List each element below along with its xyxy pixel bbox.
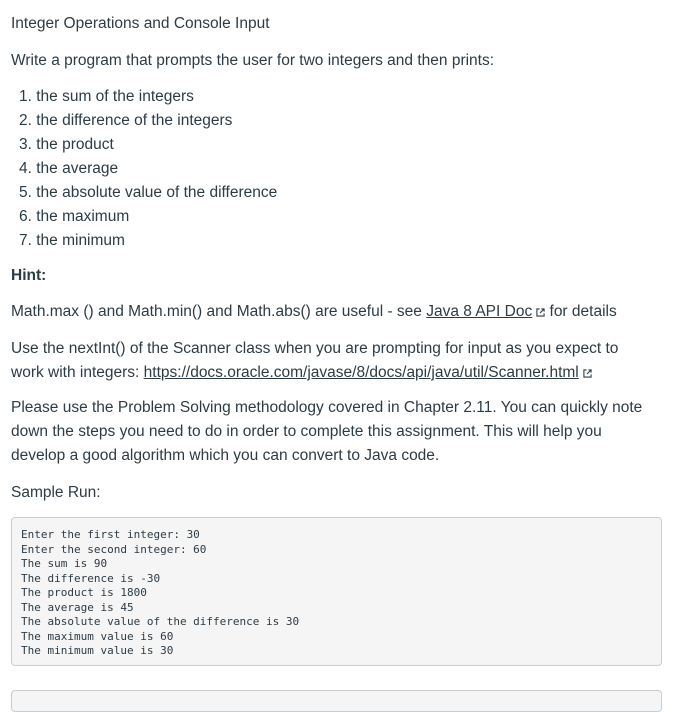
list-item: 5. the absolute value of the difference [19, 184, 278, 201]
sample-run-label: Sample Run: [11, 484, 101, 501]
code-line: The minimum value is 30 [21, 644, 174, 657]
hint-text-after: for details [545, 303, 617, 320]
methodology-line1: Please use the Problem Solving methodology covered in Chapter 2.11. You can quickly note [11, 399, 643, 416]
code-line: The sum is 90 [21, 557, 108, 570]
sample-run-code-block [11, 517, 662, 666]
list-item: 4. the average [19, 160, 119, 177]
intro-text: Write a program that prompts the user for two integers and then prints: [11, 52, 495, 69]
hint-heading: Hint: [11, 267, 47, 284]
external-link-icon [536, 308, 545, 317]
code-line: The average is 45 [21, 600, 134, 614]
code-line: Enter the second integer: 60 [21, 542, 207, 556]
scanner-text-line2: work with integers: [11, 364, 144, 381]
list-item: 6. the maximum [19, 208, 130, 225]
methodology-line3: develop a good algorithm which you can convert to Java code. [11, 447, 440, 464]
code-line: The absolute value of the difference is 30 [21, 615, 300, 628]
page-title: Integer Operations and Console Input [11, 15, 270, 32]
code-line: Enter the first integer: 30 [21, 528, 200, 541]
list-item: 1. the sum of the integers [19, 88, 194, 105]
external-link-icon [583, 369, 592, 378]
list-item: 3. the product [19, 136, 114, 153]
methodology-line2: down the steps you need to do in order to complete this assignment. This will help you [11, 423, 602, 440]
list-item: 2. the difference of the integers [19, 112, 233, 129]
methodology-paragraph [11, 396, 681, 468]
requirements-list [0, 87, 278, 255]
java-api-doc-link[interactable]: Java 8 API Doc [426, 303, 533, 320]
hint-text: Math.max () and Math.min() and Math.abs() are useful - see [11, 303, 427, 320]
scanner-doc-link[interactable]: https://docs.oracle.com/javase/8/docs/api/java/util/Scanner.html [143, 364, 579, 381]
list-item: 7. the minimum [19, 232, 125, 249]
scanner-paragraph [11, 337, 681, 385]
scanner-text-line1: Use the nextInt() of the Scanner class when you are prompting for input as you expect to [11, 340, 619, 357]
hint-paragraph [11, 300, 681, 324]
code-line: The product is 1800 [21, 586, 147, 599]
code-line: The difference is -30 [21, 571, 161, 585]
next-code-block [11, 690, 662, 712]
code-line: The maximum value is 60 [21, 629, 174, 643]
